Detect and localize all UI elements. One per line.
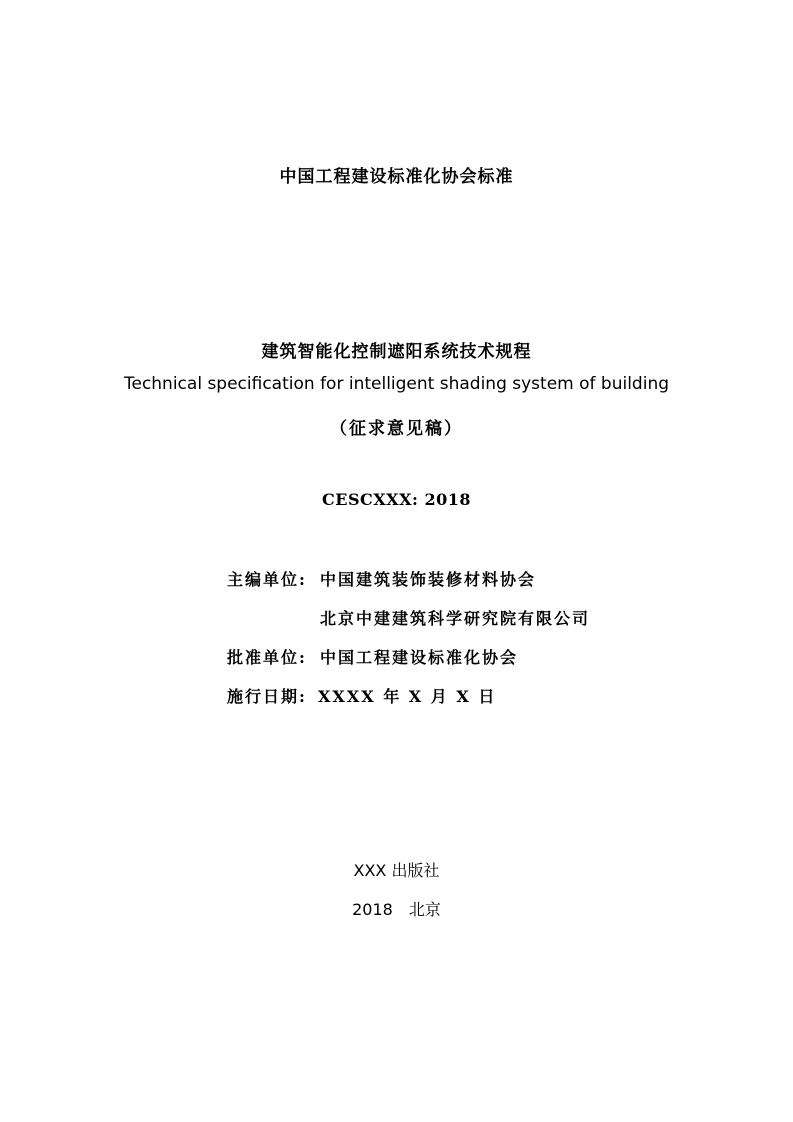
chief-editor-unit-1: 中国建筑装饰装修材料协会 (320, 570, 537, 589)
chief-editor-label: 主编单位: (227, 570, 307, 589)
document-title-chinese: 建筑智能化控制遮阳系统技术规程 (261, 342, 532, 362)
publisher-year-city: 2018 北京 (352, 900, 441, 919)
publisher-name: XXX 出版社 (353, 861, 440, 880)
effective-date: XXXX 年 X 月 X 日 (318, 687, 497, 706)
draft-note: （征求意见稿） (330, 419, 463, 439)
standard-code: CESCXXX: 2018 (322, 490, 471, 509)
document-title-english: Technical specification for intelligent shading system of building (123, 374, 670, 394)
approver-label: 批准单位: (227, 648, 307, 667)
effective-date-label: 施行日期: (227, 687, 307, 706)
association-standard-heading: 中国工程建设标准化协会标准 (279, 167, 514, 187)
chief-editor-unit-2: 北京中建建筑科学研究院有限公司 (320, 609, 591, 628)
approver-unit: 中国工程建设标准化协会 (320, 648, 519, 667)
